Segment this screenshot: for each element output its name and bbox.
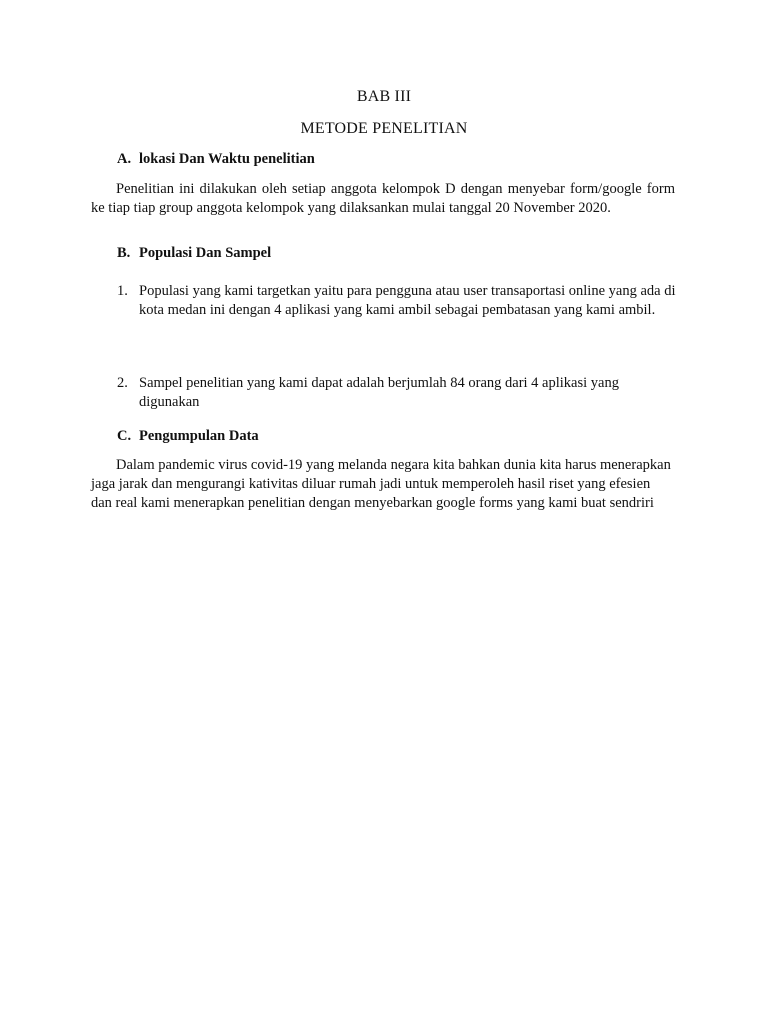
section-a-paragraph: Penelitian ini dilakukan oleh setiap anggota kelompok D dengan menyebar form/google form ke tiap tiap group anggota kelompok yang dilaksankan mulai tanggal 20 November 2020. (91, 181, 675, 216)
list-item-number: 2. (117, 375, 128, 391)
chapter-number: BAB III (356, 88, 412, 105)
section-c-paragraph: Dalam pandemic virus covid-19 yang melanda negara kita bahkan dunia kita harus menerapkan jaga jarak dan mengurangi kativitas diluar rumah jadi untuk memperoleh hasil riset yang efesien dan real kami menerapkan penelitian dengan menyebarkan google forms yang kami buat sendriri (91, 457, 671, 511)
section-heading-text: lokasi Dan Waktu penelitian (139, 151, 315, 167)
section-heading-text: Populasi Dan Sampel (139, 245, 272, 261)
list-item (117, 282, 677, 320)
section-letter: C. (117, 428, 132, 444)
section-heading-c (117, 428, 259, 445)
list-item (117, 374, 677, 412)
list-item-text: Populasi yang kami targetkan yaitu para pengguna atau user transaportasi online yang ada di kota medan ini dengan 4 aplikasi yang kami ambil sebagai pembatasan yang kami ambil. (139, 283, 676, 318)
section-heading-text: Pengumpulan Data (139, 428, 259, 444)
section-heading-b (117, 245, 271, 262)
section-letter: B. (117, 245, 131, 261)
list-item-text: Sampel penelitian yang kami dapat adalah berjumlah 84 orang dari 4 aplikasi yang digunakan (139, 375, 619, 410)
chapter-title: METODE PENELITIAN (300, 120, 468, 137)
section-heading-a (117, 151, 315, 168)
section-letter: A. (117, 151, 132, 167)
list-item-number: 1. (117, 283, 128, 299)
